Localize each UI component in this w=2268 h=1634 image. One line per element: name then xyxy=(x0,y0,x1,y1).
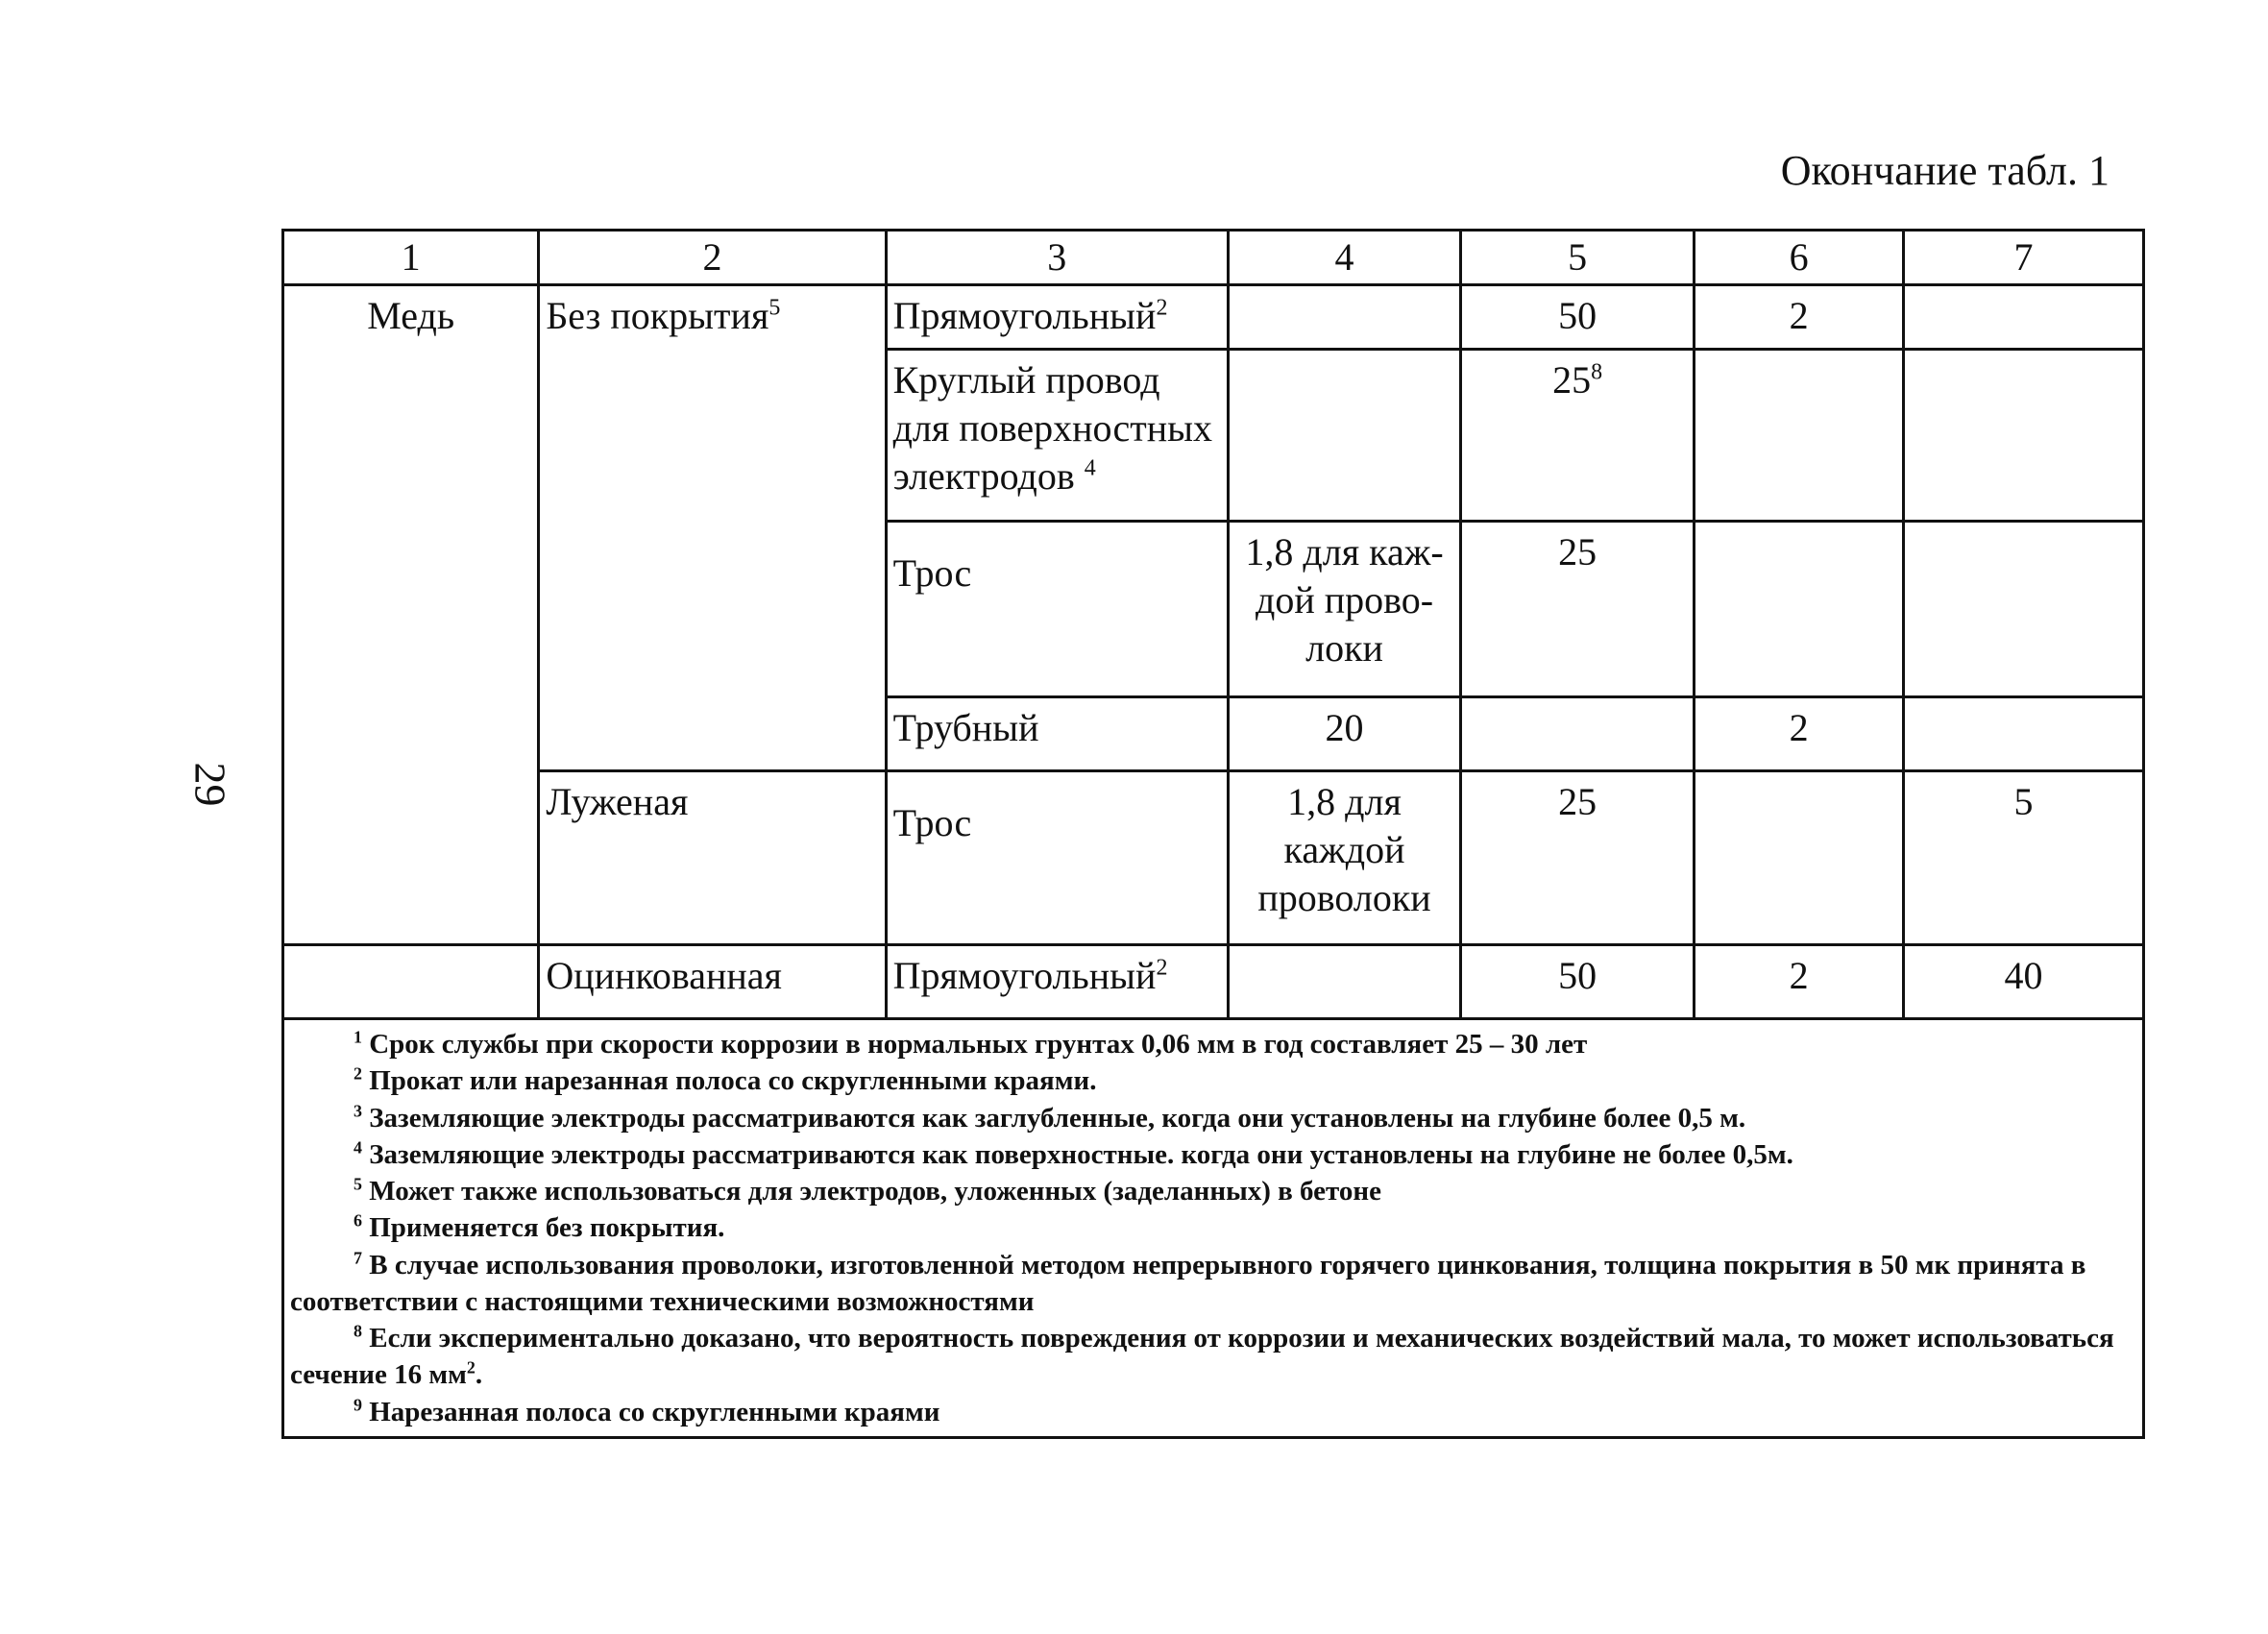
value-footnote-ref: 8 xyxy=(1591,359,1603,385)
value-cell-6: 2 xyxy=(1695,285,1904,350)
footnote-number: 9 xyxy=(354,1395,362,1414)
page-number: 29 xyxy=(185,762,235,807)
footnote-text: Прокат или нарезанная полоса со скругленными краями. xyxy=(369,1065,1097,1097)
value-cell-7: 40 xyxy=(1904,945,2144,1019)
value-cell-6 xyxy=(1695,350,1904,522)
footnote-tail: . xyxy=(475,1359,483,1391)
column-header-4: 4 xyxy=(1228,231,1460,285)
value-cell-6: 2 xyxy=(1695,945,1904,1019)
footnotes-row xyxy=(283,1019,2144,1438)
table-continuation-label: Окончание табл. 1 xyxy=(1780,147,2109,194)
table-row xyxy=(283,285,2144,350)
value-cell-4: 1,8 для каждой проволоки xyxy=(1228,771,1460,945)
table-row xyxy=(283,771,2144,945)
value-cell-4 xyxy=(1228,945,1460,1019)
column-header-7: 7 xyxy=(1904,231,2144,285)
footnote-number: 3 xyxy=(354,1100,362,1120)
footnote xyxy=(290,1320,2136,1394)
footnote-text: Может также использоваться для электродов, уложенных (заделанных) в бетоне xyxy=(369,1176,1381,1207)
value-cell-7 xyxy=(1904,522,2144,697)
value-cell-5: 25 xyxy=(1461,771,1695,945)
footnote-number: 2 xyxy=(354,1063,362,1084)
value-cell-7: 5 xyxy=(1904,771,2144,945)
material-cell: Медь xyxy=(283,285,539,945)
shape-cell xyxy=(886,350,1228,522)
surface-text: Без покрытия xyxy=(546,294,769,337)
value-cell-5: 50 xyxy=(1461,945,1695,1019)
footnote xyxy=(290,1100,2136,1136)
value-cell-5: 25 xyxy=(1461,522,1695,697)
unit-superscript: 2 xyxy=(466,1357,476,1378)
value-cell-7 xyxy=(1904,697,2144,771)
footnote-number: 4 xyxy=(354,1137,362,1158)
value-cell-4 xyxy=(1228,285,1460,350)
value-cell-4: 20 xyxy=(1228,697,1460,771)
shape-footnote-ref: 4 xyxy=(1084,455,1096,481)
shape-text: Прямоугольный xyxy=(892,294,1157,337)
column-header-2: 2 xyxy=(539,231,886,285)
table-row xyxy=(283,945,2144,1019)
surface-cell: Луженая xyxy=(539,771,886,945)
material-cell xyxy=(283,945,539,1019)
shape-cell: Трос xyxy=(886,771,1228,945)
footnote xyxy=(290,1247,2136,1321)
footnote xyxy=(290,1394,2136,1430)
footnote-text: Применяется без покрытия. xyxy=(369,1212,725,1244)
footnote-text: Нарезанная полоса со скругленными краями xyxy=(369,1396,940,1427)
shape-cell: Трубный xyxy=(886,697,1228,771)
footnote xyxy=(290,1136,2136,1173)
value-text: 25 xyxy=(1552,358,1592,402)
column-header-5: 5 xyxy=(1461,231,1695,285)
footnote-number: 6 xyxy=(354,1210,362,1231)
footnote-text: Если экспериментально доказано, что вероятность повреждения от коррозии и механических воздействий мала, то может использоваться сечение 16 мм xyxy=(290,1323,2114,1391)
value-cell-4 xyxy=(1228,350,1460,522)
value-cell-4: 1,8 для каж-дой прово-локи xyxy=(1228,522,1460,697)
footnote-text: В случае использования проволоки, изготовленной методом непрерывного горячего цинкования, толщина покрытия в 50 мк принята в соответствии с настоящими техническими возможностями xyxy=(290,1249,2086,1317)
footnote-number: 5 xyxy=(354,1174,362,1194)
column-header-1: 1 xyxy=(283,231,539,285)
footnote-text: Срок службы при скорости коррозии в нормальных грунтах 0,06 мм в год составляет 25 – 30 лет xyxy=(369,1029,1588,1060)
footnotes-cell xyxy=(283,1019,2144,1438)
column-header-3: 3 xyxy=(886,231,1228,285)
shape-footnote-ref: 2 xyxy=(1156,955,1168,981)
shape-text: Круглый провод для поверхностных электродов xyxy=(892,358,1213,498)
value-cell-6 xyxy=(1695,522,1904,697)
value-cell-5: 50 xyxy=(1461,285,1695,350)
footnote-number: 1 xyxy=(354,1027,362,1047)
surface-cell xyxy=(539,285,886,771)
footnote-number: 7 xyxy=(354,1247,362,1267)
shape-cell: Трос xyxy=(886,522,1228,697)
column-header-6: 6 xyxy=(1695,231,1904,285)
value-cell-7 xyxy=(1904,285,2144,350)
value-cell-6: 2 xyxy=(1695,697,1904,771)
materials-table xyxy=(281,229,2145,1439)
value-cell-7 xyxy=(1904,350,2144,522)
surface-cell: Оцинкованная xyxy=(539,945,886,1019)
shape-footnote-ref: 2 xyxy=(1156,295,1168,321)
footnote-number: 8 xyxy=(354,1321,362,1341)
footnote xyxy=(290,1062,2136,1099)
value-cell-5 xyxy=(1461,697,1695,771)
value-cell-6 xyxy=(1695,771,1904,945)
shape-cell xyxy=(886,945,1228,1019)
shape-cell xyxy=(886,285,1228,350)
value-cell-5 xyxy=(1461,350,1695,522)
footnote xyxy=(290,1209,2136,1246)
surface-footnote-ref: 5 xyxy=(768,295,781,321)
footnote-text: Заземляющие электроды рассматриваются как заглубленные, когда они установлены на глубине более 0,5 м. xyxy=(369,1102,1746,1134)
table-header-row xyxy=(283,231,2144,285)
footnote xyxy=(290,1026,2136,1062)
shape-text: Прямоугольный xyxy=(892,954,1157,997)
footnote xyxy=(290,1173,2136,1209)
footnote-text: Заземляющие электроды рассматриваются как поверхностные. когда они установлены на глубине не более 0,5м. xyxy=(369,1138,1793,1170)
